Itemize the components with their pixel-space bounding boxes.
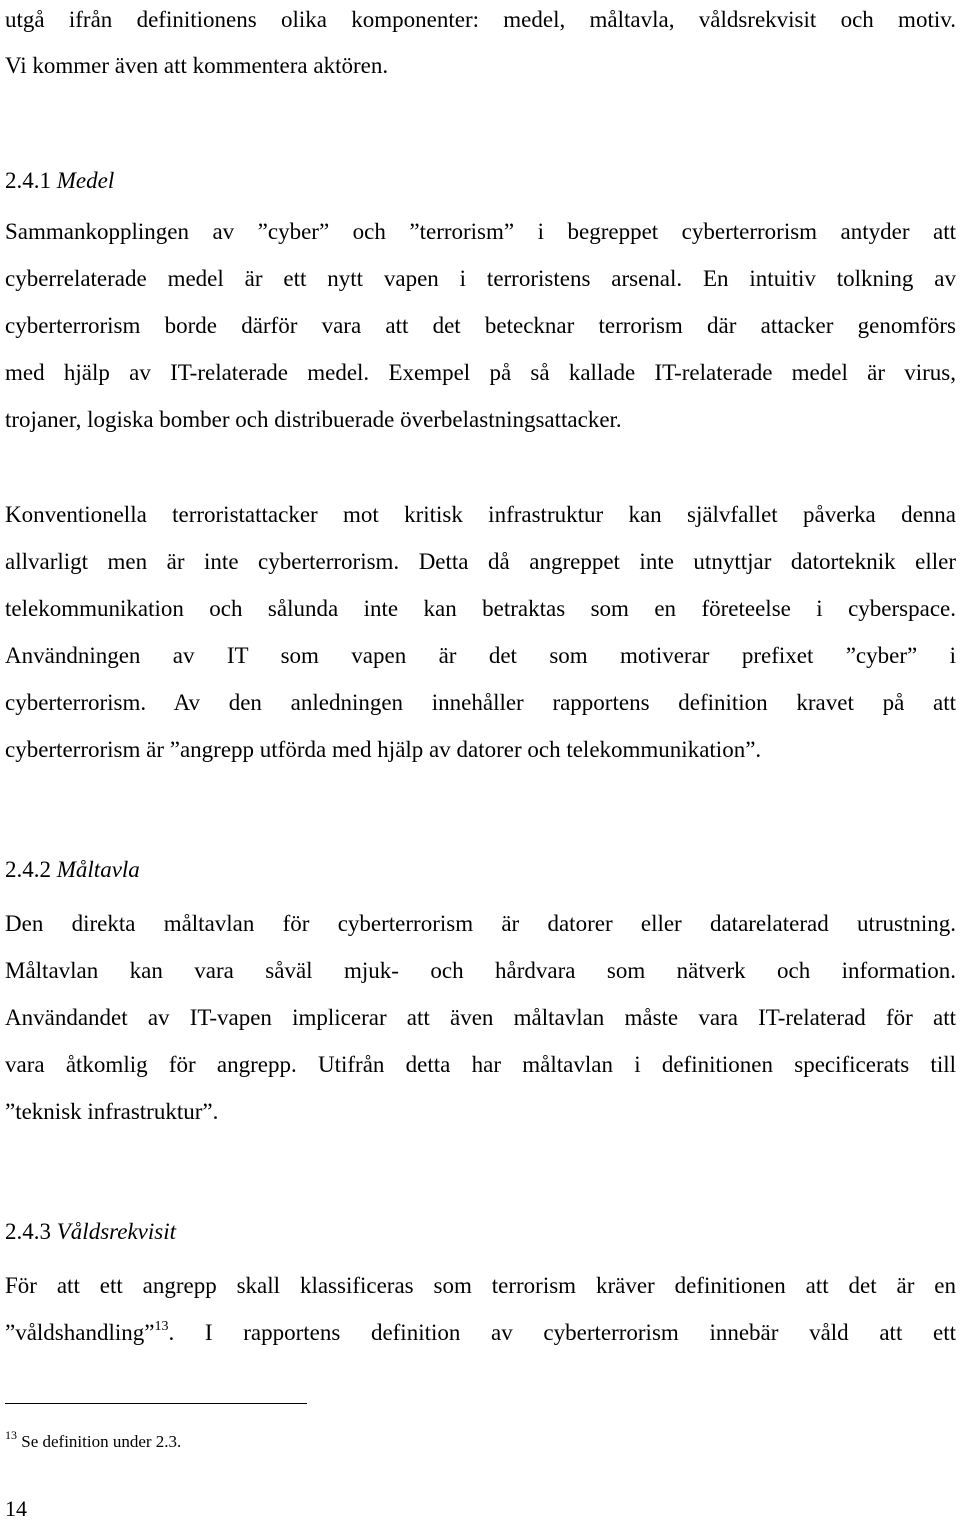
paragraph-line: Konventionella terroristattacker mot kritisk infrastruktur kan självfallet påverka denna xyxy=(5,502,956,527)
intro-line: utgå ifrån definitionens olika komponenter: medel, måltavla, våldsrekvisit och motiv. xyxy=(5,7,956,32)
footnote-reference[interactable]: 13 xyxy=(154,1319,169,1334)
section-title: Våldsrekvisit xyxy=(56,1219,176,1244)
section-heading-medel xyxy=(5,167,114,195)
quoted-term: ”våldshandling” xyxy=(5,1320,155,1345)
section-title: Måltavla xyxy=(56,857,140,882)
paragraph-line: cyberterrorism borde därför vara att det betecknar terrorism där attacker genomförs xyxy=(5,313,956,338)
paragraph-line: Måltavlan kan vara såväl mjuk- och hårdvara som nätverk och information. xyxy=(5,958,956,983)
paragraph-line: telekommunikation och sålunda inte kan betraktas som en företeelse i cyberspace. xyxy=(5,596,956,621)
paragraph-line: Användningen av IT som vapen är det som motiverar prefixet ”cyber” i xyxy=(5,643,956,668)
section-title: Medel xyxy=(56,168,115,193)
footnote-text: Se definition under 2.3. xyxy=(21,1432,182,1451)
line-continuation: . I rapportens definition av cyberterrorism innebär våld att ett xyxy=(168,1320,956,1345)
footnote xyxy=(5,1428,182,1453)
paragraph-line: Den direkta måltavlan för cyberterrorism är datorer eller datarelaterad utrustning. xyxy=(5,911,956,936)
section-number: 2.4.2 xyxy=(5,857,51,882)
section-heading-maltavla xyxy=(5,856,140,884)
footnote-separator xyxy=(5,1403,307,1404)
paragraph-line: cyberrelaterade medel är ett nytt vapen i terroristens arsenal. En intuitiv tolkning av xyxy=(5,266,956,291)
paragraph-line: vara åtkomlig för angrepp. Utifrån detta har måltavlan i definitionen specificerats till xyxy=(5,1052,956,1077)
paragraph-line: cyberterrorism. Av den anledningen innehåller rapportens definition kravet på att xyxy=(5,690,956,715)
paragraph-line-with-footnote xyxy=(5,1319,956,1347)
page-number: 14 xyxy=(5,1496,27,1521)
section-number: 2.4.1 xyxy=(5,168,51,193)
paragraph-line: trojaner, logiska bomber och distribuerade överbelastningsattacker. xyxy=(5,407,622,432)
footnote-number: 13 xyxy=(5,1428,17,1442)
paragraph-line: ”teknisk infrastruktur”. xyxy=(5,1099,219,1124)
intro-line: Vi kommer även att kommentera aktören. xyxy=(5,53,389,78)
section-number: 2.4.3 xyxy=(5,1219,51,1244)
paragraph-line: Användandet av IT-vapen implicerar att även måltavlan måste vara IT-relaterad för att xyxy=(5,1005,956,1030)
paragraph-line: Sammankopplingen av ”cyber” och ”terrorism” i begreppet cyberterrorism antyder att xyxy=(5,219,956,244)
paragraph-line: allvarligt men är inte cyberterrorism. Detta då angreppet inte utnyttjar datorteknik eller xyxy=(5,549,956,574)
paragraph-line: För att ett angrepp skall klassificeras som terrorism kräver definitionen att det är en xyxy=(5,1273,956,1298)
paragraph-line: cyberterrorism är ”angrepp utförda med hjälp av datorer och telekommunikation”. xyxy=(5,737,762,762)
paragraph-line: med hjälp av IT-relaterade medel. Exempel på så kallade IT-relaterade medel är virus, xyxy=(5,360,956,385)
section-heading-valdsrekvisit xyxy=(5,1218,176,1246)
